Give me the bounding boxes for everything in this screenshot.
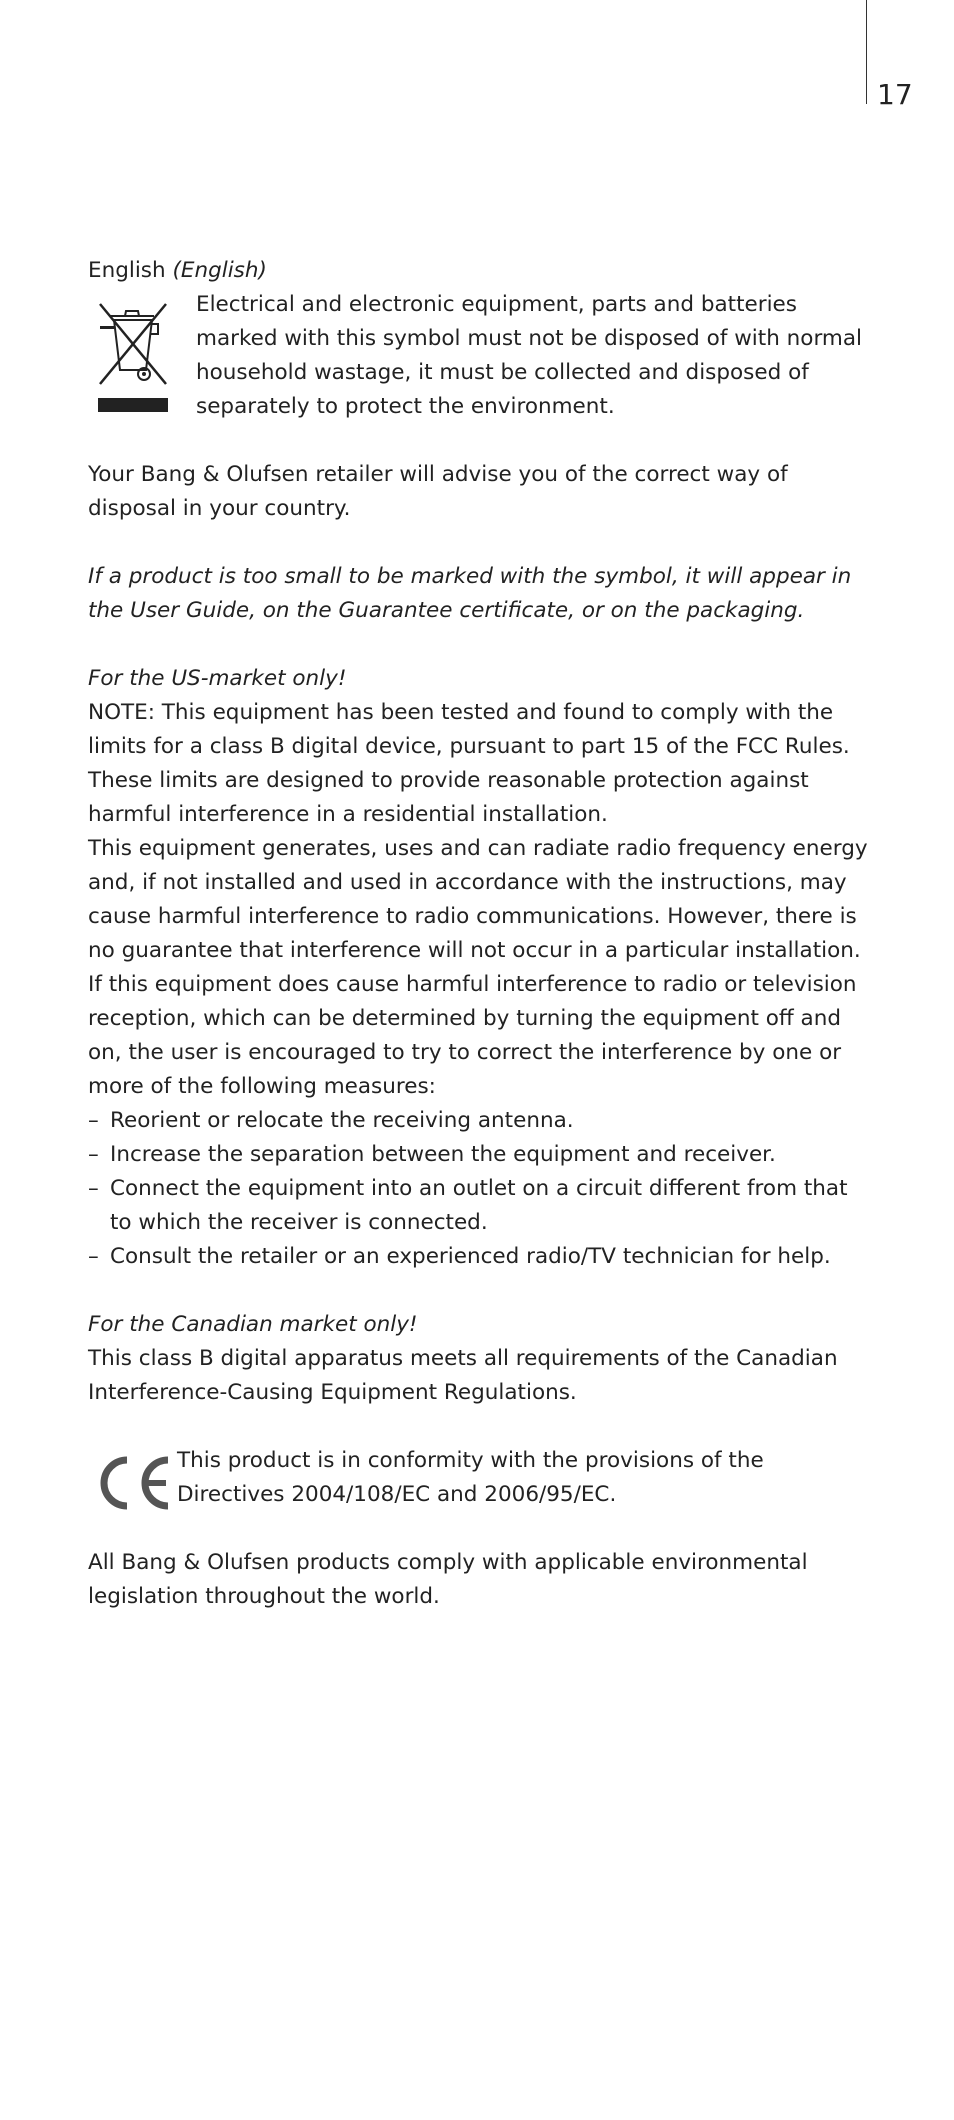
weee-notice [88, 288, 868, 424]
language-heading [88, 254, 868, 288]
fcc-paragraph: This equipment generates, uses and can radiate radio frequency energy and, if not installed and used in accordance with the instructions, may cause harmful interference to radio communications. However, there is no guarantee that interference will not occur in a particular installation. If this equipment does cause harmful interference to radio or television reception, which can be determined by turning the equipment off and on, the user is encouraged to try to correct the interference by one or more of the following measures: [88, 836, 868, 1099]
weee-text: Electrical and electronic equipment, parts and batteries marked with this symbol must not be disposed of with normal household wastage, it must be collected and disposed of separately to protect the environment. [196, 292, 863, 419]
canadian-text: This class B digital apparatus meets all requirements of the Canadian Interference-Causing Equipment Regulations. [88, 1346, 838, 1405]
list-item [88, 1138, 868, 1172]
document-body [88, 254, 868, 1614]
small-product-text: If a product is too small to be marked with the symbol, it will appear in the User Guide, on the Guarantee certificate, or on the packaging. [88, 564, 852, 623]
dash-bullet: – [88, 1108, 99, 1133]
dash-bullet: – [88, 1244, 99, 1269]
ce-mark-icon [96, 1454, 174, 1512]
list-item [88, 1104, 868, 1138]
measures-list [88, 1104, 868, 1274]
ce-notice [88, 1444, 868, 1512]
dash-bullet: – [88, 1176, 99, 1201]
dash-bullet: – [88, 1142, 99, 1167]
us-market-heading: For the US-market only! [88, 666, 347, 691]
list-item [88, 1172, 868, 1240]
closing-text: All Bang & Olufsen products comply with applicable environmental legislation throughout the world. [88, 1550, 808, 1609]
page-rule [866, 0, 867, 104]
language-native-name: (English) [172, 258, 267, 283]
language-name: English [88, 258, 166, 283]
measure-text: Consult the retailer or an experienced radio/TV technician for help. [110, 1244, 831, 1269]
fcc-note: NOTE: This equipment has been tested and found to comply with the limits for a class B digital device, pursuant to part 15 of the FCC Rules. These limits are designed to provide reasonable protection against harmful interference in a residential installation. [88, 700, 850, 827]
retailer-text: Your Bang & Olufsen retailer will advise you of the correct way of disposal in your country. [88, 462, 788, 521]
page-number: 17 [877, 78, 913, 111]
list-item [88, 1240, 868, 1274]
measure-text: Connect the equipment into an outlet on a circuit different from that to which the receiver is connected. [110, 1176, 848, 1235]
ce-text: This product is in conformity with the provisions of the Directives 2004/108/EC and 2006/95/EC. [177, 1448, 764, 1507]
measure-text: Increase the separation between the equipment and receiver. [110, 1142, 776, 1167]
measure-text: Reorient or relocate the receiving antenna. [110, 1108, 574, 1133]
crossed-out-wheelie-bin-icon [92, 294, 172, 414]
canadian-market-heading: For the Canadian market only! [88, 1312, 418, 1337]
